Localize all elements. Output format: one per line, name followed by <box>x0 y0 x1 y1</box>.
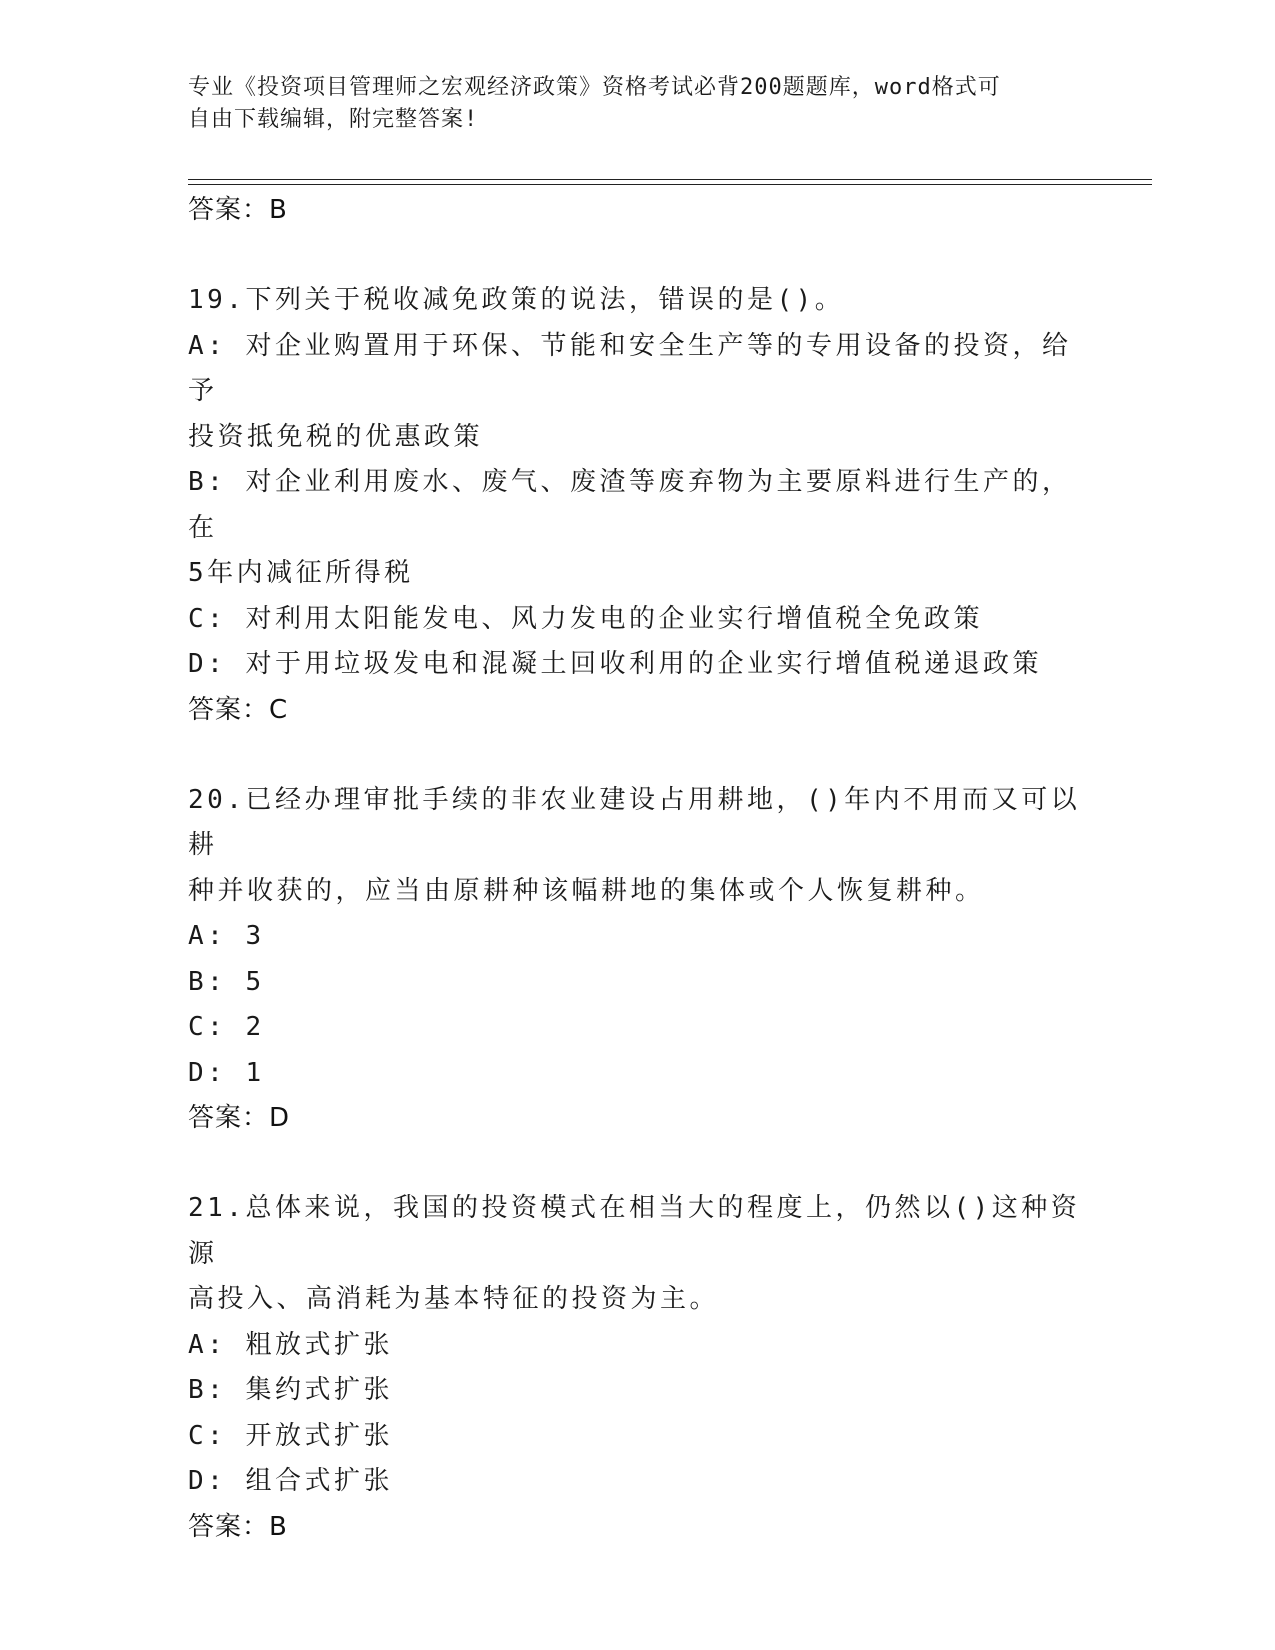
spacer <box>188 233 1088 278</box>
option-d: D: 组合式扩张 <box>188 1466 393 1496</box>
option-a-line-2: 投资抵免税的优惠政策 <box>188 421 484 452</box>
header-divider-top <box>188 179 1152 180</box>
header-title-line-1: 专业《投资项目管理师之宏观经济政策》资格考试必背200题题库，word格式可 <box>188 75 1001 100</box>
option-b-line-1: B: 对企业利用废水、废气、废渣等废弃物为主要原料进行生产的，在 <box>188 467 1072 543</box>
option-b: B: 5 <box>188 966 265 997</box>
question-21 <box>188 1186 1088 1550</box>
option-a: A: 3 <box>188 921 265 951</box>
header-title-line-2: 自由下载编辑，附完整答案! <box>188 107 479 132</box>
page-header <box>188 72 1088 136</box>
option-d: D: 1 <box>188 1057 265 1088</box>
question-19 <box>188 278 1088 733</box>
option-a-line-1: A: 对企业购置用于环保、节能和安全生产等的专用设备的投资，给予 <box>188 330 1072 406</box>
answer-label: 答案：C <box>188 694 289 725</box>
question-stem-line-1: 21.总体来说，我国的投资模式在相当大的程度上，仍然以()这种资源 <box>188 1193 1081 1269</box>
question-stem: 19.下列关于税收减免政策的说法，错误的是()。 <box>188 285 845 315</box>
option-b-line-2: 5年内减征所得税 <box>188 558 414 588</box>
question-stem-line-2: 高投入、高消耗为基本特征的投资为主。 <box>188 1284 720 1314</box>
answer-label: 答案：D <box>188 1103 291 1133</box>
question-stem-line-1: 20.已经办理审批手续的非农业建设占用耕地，()年内不用而又可以耕 <box>188 784 1081 860</box>
answer-label: 答案：B <box>188 1511 288 1542</box>
header-divider-bottom <box>188 184 1152 185</box>
answer-label: 答案：B <box>188 195 288 225</box>
spacer <box>188 1141 1088 1186</box>
option-c: C: 开放式扩张 <box>188 1420 393 1451</box>
spacer <box>188 733 1088 778</box>
option-d: D: 对于用垃圾发电和混凝土回收利用的企业实行增值税递退政策 <box>188 649 1042 679</box>
question-list <box>188 188 1088 1550</box>
question-stem-line-2: 种并收获的，应当由原耕种该幅耕地的集体或个人恢复耕种。 <box>188 875 985 906</box>
option-c: C: 2 <box>188 1012 265 1042</box>
option-a: A: 粗放式扩张 <box>188 1329 393 1360</box>
question-20 <box>188 778 1088 1142</box>
option-b: B: 集约式扩张 <box>188 1375 393 1405</box>
option-c: C: 对利用太阳能发电、风力发电的企业实行增值税全免政策 <box>188 603 983 634</box>
